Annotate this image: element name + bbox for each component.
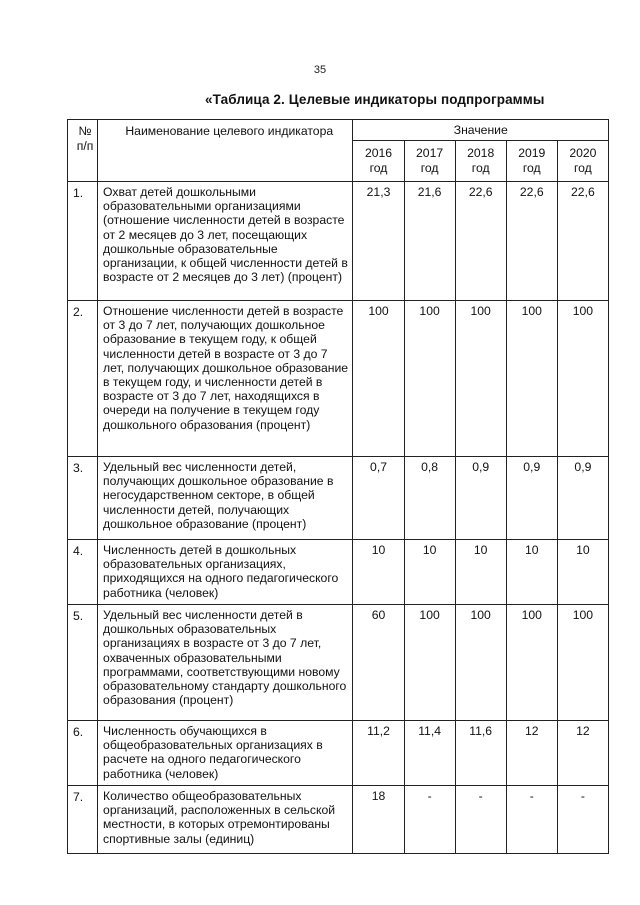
table-title: «Таблица 2. Целевые индикаторы подпрограммы: [205, 92, 545, 107]
value-2020: 100: [557, 605, 608, 721]
target-indicators-table: [67, 119, 609, 854]
header-indicator-name: Наименование целевого индикатора: [98, 120, 353, 182]
row-number: 2.: [68, 301, 98, 457]
value-2019: 12: [506, 721, 557, 786]
indicator-name: Охват детей дошкольными образовательными организациями (отношение численности детей в возрасте от 2 месяцев до 3 лет, посещающих дошкольные образовательные организации, к общей численности детей в возрасте от 2 месяцев до 3 лет) (процент): [98, 182, 353, 301]
value-2018: -: [455, 786, 506, 854]
row-number: 6.: [68, 721, 98, 786]
header-num: № п/п: [68, 120, 98, 182]
indicator-name: Количество общеобразовательных организаций, расположенных в сельской местности, в которых отремонтированы спортивные залы (единиц): [98, 786, 353, 854]
value-2020: 22,6: [557, 182, 608, 301]
value-2017: 100: [404, 605, 455, 721]
header-year-2017: 2017 год: [404, 141, 455, 182]
header-year-2020: 2020 год: [557, 141, 608, 182]
indicator-name: Удельный вес численности детей в дошкольных образовательных организациях в возрасте от 3 до 7 лет, охваченных образовательными программами, соответствующими новому образовательному стандарту дошкольного образования (процент): [98, 605, 353, 721]
indicator-name: Удельный вес численности детей, получающих дошкольное образование в негосударственном секторе, в общей численности детей, получающих дошкольное образование (процент): [98, 457, 353, 540]
row-number: 3.: [68, 457, 98, 540]
value-2020: 100: [557, 301, 608, 457]
value-2016: 0,7: [353, 457, 404, 540]
value-2019: 0,9: [506, 457, 557, 540]
value-2017: 100: [404, 301, 455, 457]
table-row: [68, 457, 609, 540]
value-2017: 10: [404, 540, 455, 605]
value-2020: 0,9: [557, 457, 608, 540]
value-2018: 11,6: [455, 721, 506, 786]
table-row: [68, 182, 609, 301]
header-row-1: [68, 120, 609, 141]
value-2019: 100: [506, 605, 557, 721]
value-2018: 10: [455, 540, 506, 605]
value-2016: 100: [353, 301, 404, 457]
header-year-2018: 2018 год: [455, 141, 506, 182]
value-2019: -: [506, 786, 557, 854]
value-2018: 22,6: [455, 182, 506, 301]
table-row: [68, 540, 609, 605]
value-2020: -: [557, 786, 608, 854]
page-number: 35: [313, 64, 327, 76]
table-row: [68, 721, 609, 786]
value-2017: 0,8: [404, 457, 455, 540]
indicator-name: Численность обучающихся в общеобразовательных организациях в расчете на одного педагогического работника (человек): [98, 721, 353, 786]
table-row: [68, 301, 609, 457]
row-number: 4.: [68, 540, 98, 605]
value-2017: 21,6: [404, 182, 455, 301]
row-number: 5.: [68, 605, 98, 721]
value-2016: 10: [353, 540, 404, 605]
value-2020: 12: [557, 721, 608, 786]
header-value-group: Значение: [353, 120, 609, 141]
value-2018: 100: [455, 301, 506, 457]
value-2017: -: [404, 786, 455, 854]
indicator-name: Отношение численности детей в возрасте от 3 до 7 лет, получающих дошкольное образование в текущем году, к общей численности детей в возрасте от 3 до 7 лет, получающих дошкольное образование в текущем году, и численности детей в возрасте от 3 до 7 лет, находящихся в очереди на получение в текущем году дошкольного образования (процент): [98, 301, 353, 457]
value-2016: 18: [353, 786, 404, 854]
value-2019: 10: [506, 540, 557, 605]
header-year-2019: 2019 год: [506, 141, 557, 182]
value-2016: 11,2: [353, 721, 404, 786]
value-2020: 10: [557, 540, 608, 605]
value-2018: 0,9: [455, 457, 506, 540]
table-row: [68, 605, 609, 721]
value-2016: 21,3: [353, 182, 404, 301]
table-row: [68, 786, 609, 854]
row-number: 1.: [68, 182, 98, 301]
value-2019: 22,6: [506, 182, 557, 301]
value-2017: 11,4: [404, 721, 455, 786]
row-number: 7.: [68, 786, 98, 854]
value-2018: 100: [455, 605, 506, 721]
value-2019: 100: [506, 301, 557, 457]
header-year-2016: 2016 год: [353, 141, 404, 182]
indicator-name: Численность детей в дошкольных образовательных организациях, приходящихся на одного педагогического работника (человек): [98, 540, 353, 605]
value-2016: 60: [353, 605, 404, 721]
